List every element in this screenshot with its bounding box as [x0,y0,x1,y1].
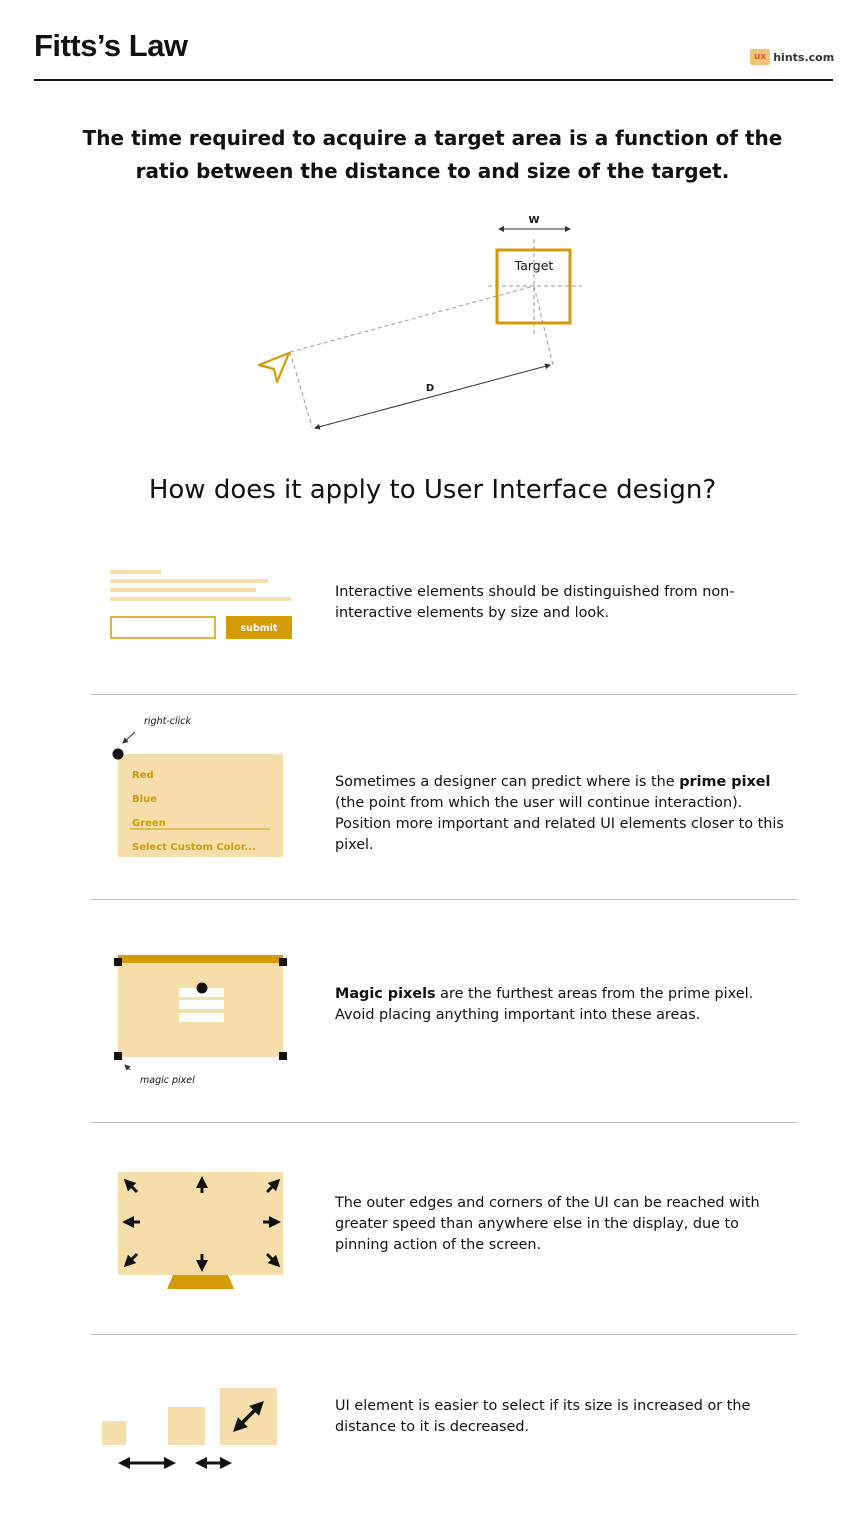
menu-item-blue[interactable]: Blue [132,794,157,805]
row-5-text: UI element is easier to select if its size is increased or the distance to it is decreased. [335,1398,751,1435]
logo-badge: ux [750,49,770,65]
context-menu [132,764,256,860]
menu-item-custom-color[interactable]: Select Custom Color... [132,842,256,853]
prime-pixel-dot [197,983,208,994]
divider [91,1122,797,1123]
medium-target [168,1407,205,1445]
row-3-text: Magic pixels are the furthest areas from the prime pixel. Avoid placing anything important into these areas. [335,986,754,1023]
form-illustration [95,565,305,645]
menu-item-green[interactable]: Green [132,818,166,829]
target-label: Target [514,258,554,273]
divider [91,899,797,900]
brand-logo[interactable] [750,46,834,68]
divider [91,1334,797,1335]
header-divider [34,79,833,81]
row-2-text: Sometimes a designer can predict where is the prime pixel (the point from which the user will continue interaction). Position more important and related UI elements closer to this pixel. [335,774,784,853]
fitts-diagram [240,205,600,440]
divider [91,694,797,695]
size-distance-illustration [95,1380,295,1480]
row-4-text: The outer edges and corners of the UI can be reached with greater speed than anywhere else in the display, due to pinning action of the screen. [335,1195,760,1253]
distance-label: D [425,383,435,394]
distance-arrow [315,365,550,428]
magic-pixel-bottom-left [114,1052,122,1060]
magic-pixel-illustration [95,950,295,1070]
text-input [111,617,215,638]
logo-text: hints.com [773,50,835,64]
prime-pixel-dot [113,749,124,760]
magic-pixel-top-right [279,958,287,966]
magic-pixel-top-left [114,958,122,966]
lead-statement: The time required to acquire a target area is a function of the ratio between the distance to and size of the target. [82,126,783,183]
magic-pixel-note: magic pixel [140,1075,195,1086]
menu-item-red[interactable]: Red [132,770,154,781]
small-target [102,1421,126,1445]
width-label: W [528,215,540,226]
section-heading: How does it apply to User Interface design? [148,475,717,505]
screen-edges-illustration [95,1168,295,1293]
submit-button-label: submit [240,623,278,634]
row-1-text: Interactive elements should be distinguished from non-interactive elements by size and look. [335,584,735,621]
cursor-icon [259,353,289,382]
page-title: Fitts’s Law [34,28,188,63]
magic-pixel-bottom-right [279,1052,287,1060]
right-click-note: right-click [144,716,191,727]
